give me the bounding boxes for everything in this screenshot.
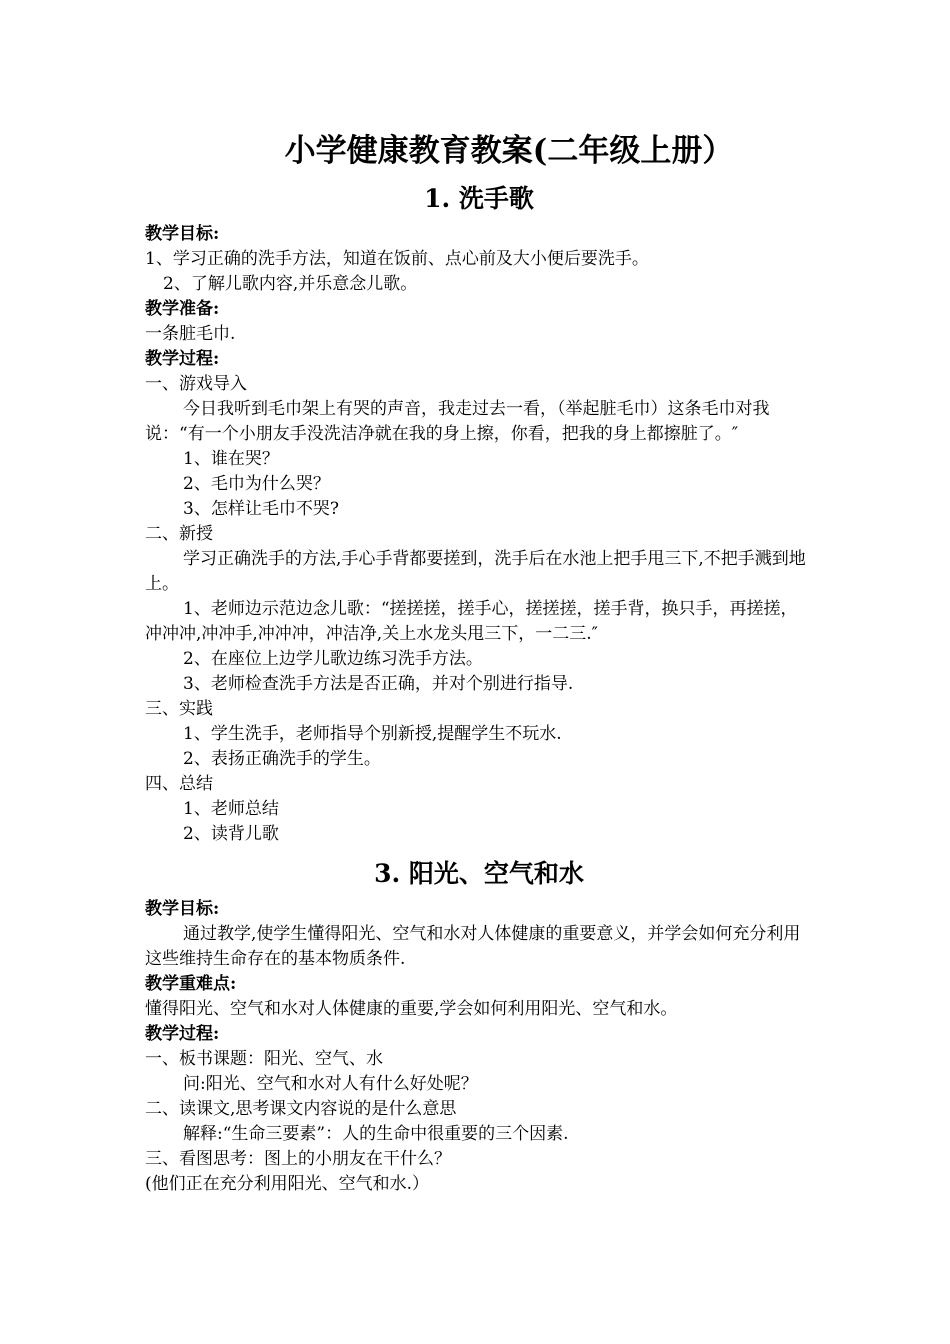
lesson-3-heading: 3. 阳光、空气和水 — [374, 859, 584, 888]
lesson-1-step-2-item-1: 1、老师边示范边念儿歌：“搓搓搓，搓手心，搓搓搓，搓手背，换只手，再搓搓，冲冲冲,冲冲手,冲冲冲，冲洁净,关上水龙头甩三下，一二三.″ — [145, 599, 798, 644]
lesson-1-step-3: 三、实践 — [145, 699, 213, 719]
lesson-1-heading: 1. 洗手歌 — [424, 184, 534, 213]
lesson-1-step-3-item-2: 2、表扬正确洗手的学生。 — [183, 749, 381, 769]
lesson-3-step-2: 二、读课文,思考课文内容说的是什么意思 — [145, 1099, 457, 1119]
lesson-3-goal-paragraph: 通过教学,使学生懂得阳光、空气和水对人体健康的重要意义，并学会如何充分利用这些维持生命存在的基本物质条件. — [145, 924, 801, 969]
lesson-1-step-2-paragraph: 学习正确洗手的方法,手心手背都要搓到，洗手后在水池上把手甩三下,不把手溅到地上。 — [145, 549, 806, 594]
lesson-1-goal-1: 1、学习正确的洗手方法，知道在饭前、点心前及大小便后要洗手。 — [145, 249, 649, 269]
lesson-1-goals-label: 教学目标: — [145, 224, 220, 244]
lesson-3-step-1: 一、板书课题：阳光、空气、水 — [145, 1049, 383, 1069]
lesson-1-step-4: 四、总结 — [145, 774, 213, 794]
lesson-3-process-label: 教学过程: — [145, 1024, 220, 1044]
lesson-3-goals-label: 教学目标: — [145, 899, 220, 919]
lesson-1-step-3-item-1: 1、学生洗手，老师指导个别新授,提醒学生不玩水. — [183, 724, 562, 744]
lesson-3-key: 懂得阳光、空气和水对人体健康的重要,学会如何利用阳光、空气和水。 — [145, 999, 678, 1019]
lesson-1-step-4-item-1: 1、老师总结 — [183, 799, 279, 819]
lesson-1-step-1-question-1: 1、谁在哭？ — [183, 449, 279, 469]
lesson-1-step-1-question-2: 2、毛巾为什么哭？ — [183, 474, 330, 494]
lesson-1-step-2-item-3: 3、老师检查洗手方法是否正确，并对个别进行指导. — [183, 674, 574, 694]
lesson-3-step-3: 三、看图思考：图上的小朋友在干什么？ — [145, 1149, 451, 1169]
lesson-1-process-label: 教学过程: — [145, 349, 220, 369]
document-title: 小学健康教育教案(二年级上册） — [284, 133, 734, 169]
lesson-1-step-2-item-2: 2、在座位上边学儿歌边练习洗手方法。 — [183, 649, 483, 669]
lesson-3-step-2-explanation: 解释:“生命三要素”：人的生命中很重要的三个因素. — [183, 1124, 569, 1144]
lesson-3-step-3-answer: (他们正在充分利用阳光、空气和水.） — [145, 1174, 430, 1194]
lesson-1-prep-label: 教学准备: — [145, 299, 220, 319]
lesson-1-goal-2: 2、了解儿歌内容,并乐意念儿歌。 — [163, 274, 418, 294]
lesson-1-step-1-paragraph: 今日我听到毛巾架上有哭的声音，我走过去一看，（举起脏毛巾）这条毛巾对我说：“有一个小朋友手没洗洁净就在我的身上擦，你看，把我的身上都擦脏了。″ — [145, 399, 770, 444]
lesson-1-step-2: 二、新授 — [145, 524, 213, 544]
lesson-1-step-4-item-2: 2、读背儿歌 — [183, 824, 279, 844]
lesson-1-step-1-question-3: 3、怎样让毛巾不哭? — [183, 499, 339, 519]
document-content — [145, 126, 813, 1197]
lesson-3-step-1-question: 问:阳光、空气和水对人有什么好处呢？ — [183, 1074, 478, 1094]
lesson-1-prep: 一条脏毛巾. — [145, 324, 236, 344]
lesson-3-key-label: 教学重难点: — [145, 974, 237, 994]
lesson-1-step-1: 一、游戏导入 — [145, 374, 247, 394]
